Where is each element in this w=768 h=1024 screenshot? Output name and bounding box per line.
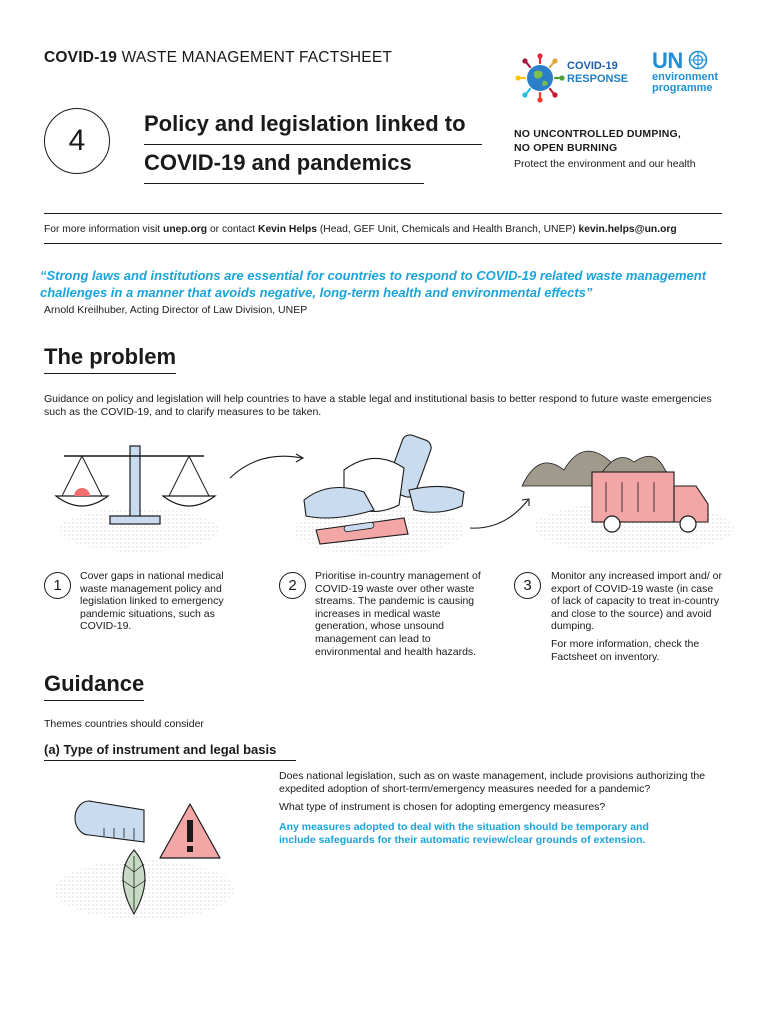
step-3-text	[551, 570, 723, 663]
step-1-text: Cover gaps in national medical waste management policy and legislation linked to emergency pandemic situations, such as COVID-19.	[80, 570, 224, 633]
step-1-number: 1	[44, 572, 71, 599]
step-2-number: 2	[279, 572, 306, 599]
page-title-line2: COVID-19 and pandemics	[144, 145, 424, 184]
theme-a-question-1: Does national legislation, such as on waste management, include provisions authorizing the expedited adoption of short-term/emergency measures needed for a pandemic?	[279, 770, 706, 795]
un-emblem-icon	[688, 50, 708, 70]
problem-intro: Guidance on policy and legislation will help countries to have a stable legal and institutional basis to better respond to future waste emergencies such as the COVID-19, and to clarify measures to be taken.	[44, 393, 712, 418]
slogan-line2: NO OPEN BURNING	[514, 142, 618, 154]
divider-top	[44, 213, 722, 214]
theme-a-heading: (a) Type of instrument and legal basis	[44, 742, 296, 761]
step-3-text-extra: For more information, check the Factsheet on inventory.	[551, 637, 700, 663]
unep-link[interactable]: unep.org	[163, 224, 208, 235]
arrow-icon	[230, 456, 302, 478]
page-title-line1: Policy and legislation linked to	[144, 106, 482, 145]
dump-truck-icon	[522, 451, 734, 554]
covid-logo-line2: RESPONSE	[567, 73, 629, 85]
scales-icon	[56, 446, 219, 552]
un-logo-line2: programme	[652, 82, 713, 94]
step-3-number: 3	[514, 572, 541, 599]
step-2-text: Prioritise in-country management of COVID-19 waste over other waste streams. The pandemic is causing increases in medical waste generation, whose unsound management can lead to environmental and health hazards.	[315, 570, 481, 658]
un-logo-text: UN	[652, 50, 732, 72]
problem-heading: The problem	[44, 344, 176, 374]
slogan-line1: NO UNCONTROLLED DUMPING,	[514, 128, 681, 140]
step-3-text-main: Monitor any increased import and/ or export of COVID-19 waste (in case of lack of capacity to treat in-country and close to the source) and avoid dumping.	[551, 570, 722, 633]
contact-info: For more information visit unep.org or contact Kevin Helps (Head, GEF Unit, Chemicals and Health Branch, UNEP) kevin.helps@un.org	[44, 224, 677, 235]
theme-a-note: Any measures adopted to deal with the situation should be temporary and include safeguards for their automatic review/clear grounds of extension.	[279, 821, 649, 846]
divider-bottom	[44, 243, 722, 244]
factsheet-number: 4	[44, 108, 110, 174]
guidance-heading: Guidance	[44, 671, 144, 701]
theme-a-illustration	[44, 780, 244, 930]
un-environment-logo	[652, 50, 732, 94]
factsheet-title: COVID-19 WASTE MANAGEMENT FACTSHEET	[44, 49, 393, 66]
un-logo-line1: environment	[652, 71, 719, 83]
page-title	[144, 106, 484, 184]
covid-response-logo-text	[567, 60, 628, 86]
quote-text: “Strong laws and institutions are essential for countries to respond to COVID-19 related waste management challenges in a manner that avoids negative, long-term health and environmental effects”	[40, 268, 707, 300]
tape-measure-icon	[75, 801, 144, 842]
slogan-sub: Protect the environment and our health	[514, 158, 696, 170]
problem-illustrations	[44, 430, 734, 565]
guidance-intro: Themes countries should consider	[44, 718, 204, 730]
medical-waste-icon	[294, 433, 464, 556]
warning-icon	[160, 804, 220, 858]
email-link[interactable]: kevin.helps@un.org	[578, 224, 677, 235]
covid-logo-line1: COVID-19	[567, 60, 618, 72]
covid-response-logo-icon	[510, 52, 570, 104]
theme-a-question-2: What type of instrument is chosen for adopting emergency measures?	[279, 801, 606, 813]
slogan	[514, 127, 696, 171]
quote-author: Arnold Kreilhuber, Acting Director of Law Division, UNEP	[44, 304, 308, 316]
